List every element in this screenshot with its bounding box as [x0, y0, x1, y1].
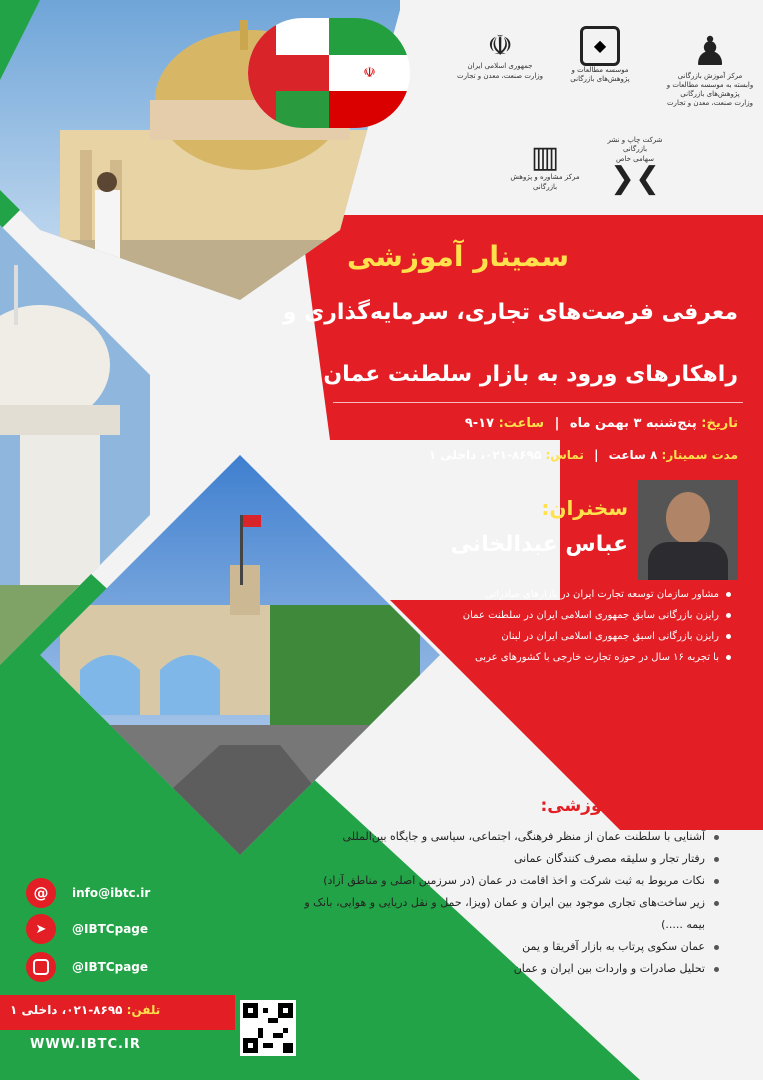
oman-flag	[248, 18, 329, 128]
publishing-company-logo: شرکت چاپ و نشر بازرگانی سهامی خاص ❯❮	[607, 136, 663, 196]
consulting-icon: ▥	[530, 140, 560, 176]
list-item: مشاور سازمان توسعه تجارت ایران در بازارهای صادراتی	[403, 584, 733, 605]
emblem-icon: ☫	[487, 29, 513, 63]
speaker-name: عباس عبدالخانی	[450, 532, 628, 557]
list-item: با تجربه ۱۶ سال در حوزه تجارت خارجی با کشورهای عربی	[403, 647, 733, 668]
list-item: نکات مربوط به ثبت شرکت و اخذ اقامت در عمان (در سرزمین اصلی و مناطق آزاد)	[298, 870, 723, 892]
qr-code	[240, 1000, 296, 1056]
instagram-text[interactable]: @IBTCpage	[72, 960, 149, 974]
speaker-credentials	[403, 584, 733, 668]
list-item: آشنایی با سلطنت عمان از منظر فرهنگی، اجتماعی، سیاسی و جایگاه بین‌المللی	[298, 826, 723, 848]
separator: |	[594, 448, 599, 462]
list-item: رفتار تجار و سلیقه مصرف کنندگان عمانی	[298, 848, 723, 870]
trade-consulting-logo: ▥ مرکز مشاوره و پژوهش بازرگانی	[510, 140, 580, 191]
institute-icon: ◆	[580, 26, 620, 66]
speaker-label: سخنران:	[541, 496, 628, 520]
email-text[interactable]: info@ibtc.ir	[72, 886, 151, 900]
flags-badge	[248, 18, 410, 128]
contact-value: ۸۶۹۵-۰۲۱، داخلی ۱	[428, 448, 542, 462]
phone-row	[10, 1003, 230, 1017]
telegram-text[interactable]: @IBTCpage	[72, 922, 149, 936]
date-label: تاریخ:	[701, 416, 738, 431]
telegram-contact[interactable]	[26, 914, 148, 944]
iran-flag: ☫	[329, 18, 410, 128]
instagram-contact[interactable]	[26, 952, 148, 982]
fort-photo	[40, 455, 440, 855]
avatar	[666, 492, 710, 544]
duration-contact-row	[318, 448, 738, 462]
seminar-subtitle-line1: معرفی فرصت‌های تجاری، سرمایه‌گذاری و	[282, 300, 738, 325]
contact-label: تماس:	[545, 448, 584, 462]
iran-emblem-logo: ☫ جمهوری اسلامی ایران وزارت صنعت، معدن و تجارت	[456, 29, 544, 80]
email-contact[interactable]	[26, 878, 150, 908]
phone-label: تلفن:	[126, 1003, 161, 1017]
seminar-title: سمینار آموزشی	[346, 240, 570, 273]
seminar-subtitle-line2: راهکارهای ورود به بازار سلطنت عمان	[323, 362, 738, 387]
duration-label: مدت سمینار:	[661, 448, 738, 462]
phone-value: ۸۶۹۵-۰۲۱، داخلی ۱	[10, 1003, 123, 1017]
title-divider	[333, 402, 743, 403]
date-time-row	[338, 416, 738, 431]
instagram-icon	[26, 952, 56, 982]
duration-value: ۸ ساعت	[608, 448, 658, 462]
topics-title: سرفصل‌های آموزشی:	[540, 796, 728, 816]
list-item: رایزن بازرگانی اسبق جمهوری اسلامی ایران در لبنان	[403, 626, 733, 647]
time-value: ۱۷-۹	[464, 416, 495, 431]
commerce-research-institute-logo: ◆ موسسه مطالعات و پژوهش‌های بازرگانی	[555, 20, 645, 90]
separator: |	[554, 416, 560, 431]
commerce-training-center-logo: ♟ مرکز آموزش بازرگانی وابسته به موسسه مطالعات و پژوهش‌های بازرگانی وزارت صنعت، معدن و تجارت	[666, 28, 754, 108]
list-item: عمان سکوی پرتاب به بازار آفریقا و یمن	[298, 936, 723, 958]
time-label: ساعت:	[498, 416, 545, 431]
publishing-icon: ❯❮	[609, 160, 661, 196]
telegram-icon: ➤	[26, 914, 56, 944]
training-center-icon: ♟	[692, 28, 728, 75]
at-icon: @	[26, 878, 56, 908]
date-value: پنج‌شنبه ۳ بهمن ماه	[569, 416, 697, 431]
list-item: زیر ساخت‌های تجاری موجود بین ایران و عمان (ویزا، حمل و نقل دریایی و هوایی، بانک و بیمه .....)	[298, 892, 723, 936]
website-link[interactable]: WWW.IBTC.IR	[30, 1037, 141, 1052]
list-item: رایزن بازرگانی سابق جمهوری اسلامی ایران در سلطنت عمان	[403, 605, 733, 626]
list-item: تحلیل صادرات و واردات بین ایران و عمان	[298, 958, 723, 980]
speaker-photo	[638, 480, 738, 580]
topics-list	[298, 826, 723, 980]
